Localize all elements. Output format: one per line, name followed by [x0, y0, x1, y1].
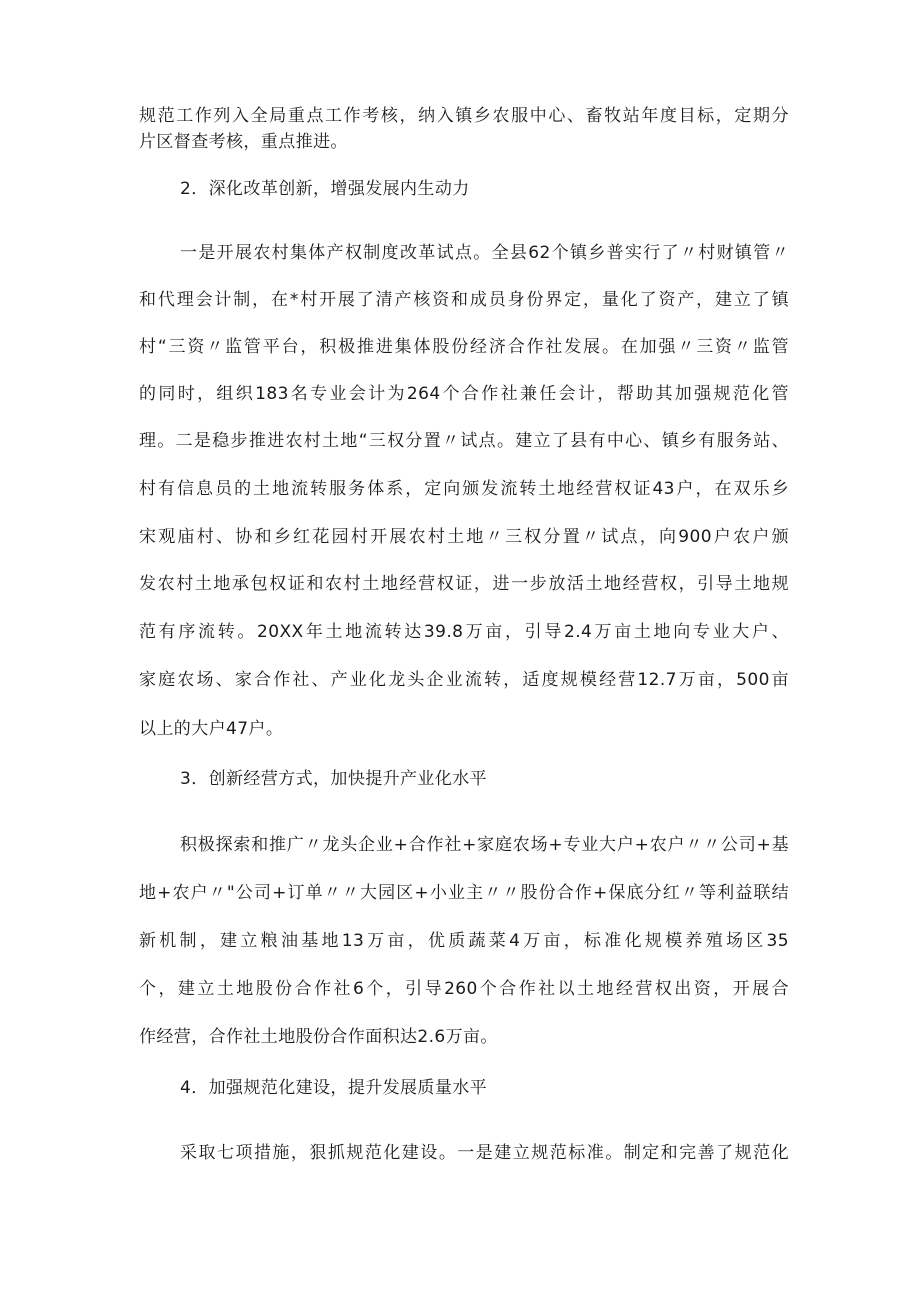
paragraph-line: 村“三资〃监管平台，积极推进集体股份经济合作社发展。在加强〃三资〃监管: [139, 337, 789, 357]
section-heading: 2．深化改革创新，增强发展内生动力: [180, 179, 470, 199]
paragraph-line: 个，建立土地股份合作社6个，引导260个合作社以土地经营权出资，开展合: [139, 979, 789, 999]
paragraph-line: 采取七项措施，狠抓规范化建设。一是建立规范标准。制定和完善了规范化: [180, 1143, 789, 1163]
paragraph-line: 地+农户〃"公司+订单〃〃大园区+小业主〃〃股份合作+保底分红〃等利益联结: [139, 883, 789, 903]
paragraph-line: 和代理会计制，在*村开展了清产核资和成员身份界定，量化了资产，建立了镇: [139, 290, 789, 310]
paragraph-line: 家庭农场、家合作社、产业化龙头企业流转，适度规模经营12.7万亩，500亩: [139, 670, 789, 690]
paragraph-line: 规范工作列入全局重点工作考核，纳入镇乡农服中心、畜牧站年度目标，定期分: [139, 106, 789, 126]
paragraph-line: 村有信息员的土地流转服务体系，定向颁发流转土地经营权证43户，在双乐乡: [139, 479, 789, 499]
paragraph-line: 的同时，组织183名专业会计为264个合作社兼任会计，帮助其加强规范化管: [139, 384, 789, 404]
paragraph-line: 范有序流转。20XX年土地流转达39.8万亩，引导2.4万亩土地向专业大户、: [139, 622, 789, 642]
paragraph-line: 发农村土地承包权证和农村土地经营权证，进一步放活土地经营权，引导土地规: [139, 574, 789, 594]
paragraph-line: 一是开展农村集体产权制度改革试点。全县62个镇乡普实行了〃村财镇管〃: [180, 243, 789, 263]
paragraph-line: 宋观庙村、协和乡红花园村开展农村土地〃三权分置〃试点，向900户农户颁: [139, 527, 789, 547]
paragraph-line: 片区督查考核，重点推进。: [139, 132, 348, 152]
section-heading: 3．创新经营方式，加快提升产业化水平: [180, 769, 488, 789]
paragraph-line: 以上的大户47户。: [139, 719, 284, 739]
paragraph-line: 作经营，合作社土地股份合作面积达2.6万亩。: [139, 1027, 498, 1047]
paragraph-line: 积极探索和推广〃龙头企业+合作社+家庭农场+专业大户+农户〃〃公司+基: [180, 835, 789, 855]
paragraph-line: 理。二是稳步推进农村土地“三权分置〃试点。建立了县有中心、镇乡有服务站、: [139, 431, 789, 451]
section-heading: 4．加强规范化建设，提升发展质量水平: [180, 1078, 488, 1098]
paragraph-line: 新机制，建立粮油基地13万亩，优质蔬菜4万亩，标准化规模养殖场区35: [139, 931, 789, 951]
